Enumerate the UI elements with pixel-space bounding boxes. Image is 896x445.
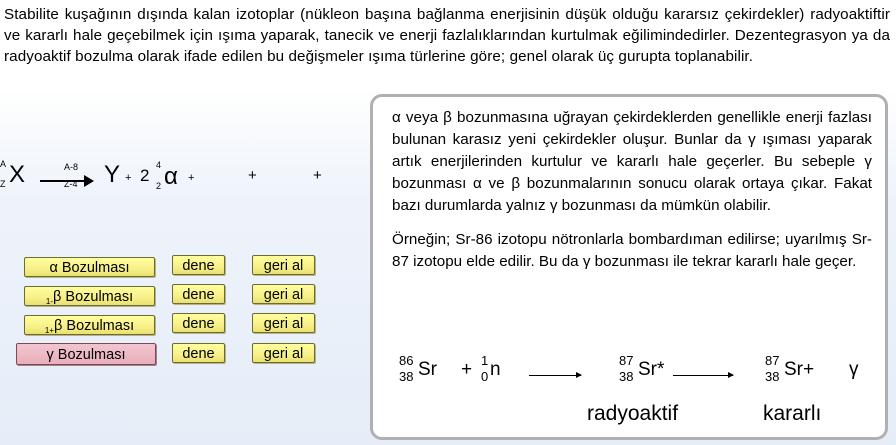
sr87-stable-atomic-number: 38	[765, 369, 780, 384]
beta-minus-label: β Bozulması	[53, 289, 134, 305]
gamma-try-button[interactable]: dene	[172, 343, 225, 363]
daughter-symbol: Y	[104, 161, 121, 188]
beta-plus-decay-button[interactable]	[24, 315, 155, 335]
beta-plus-label: β Bozulması	[54, 318, 135, 334]
gamma-symbol: γ	[849, 359, 859, 380]
intro-paragraph: Stabilite kuşağının dışında kalan izotoplar (nükleon başına bağlanma enerjisinin düşük olduğu kararsız çekirdekler) radyoaktiftir ve kararlı hale geçebilmek için ışıma yaparak, tanecik ve enerji fazlalıklarından kurtulmak eğilimindedirler. Dezentegrasyon ya da radyoaktif bozulma olarak ifade edilen bu değişmeler ışıma türlerine göre; genel olarak üç gurupta toplanabilir.	[4, 6, 890, 65]
reaction-arrow-1	[529, 375, 581, 376]
daughter-atomic-number: Z-4	[64, 179, 78, 189]
sr86-atomic-number: 38	[399, 369, 414, 384]
alpha-mass-number: 4	[156, 160, 162, 170]
sr87-stable-mass-number: 87	[765, 353, 780, 368]
neutron-mass-number: 1	[481, 353, 489, 368]
beta-plus-undo-button[interactable]: geri al	[252, 313, 315, 333]
sr86-mass-number: 86	[399, 353, 414, 368]
panel-paragraph-2: Örneğin; Sr-86 izotopu nötronlarla bombardıman edilirse; uyarılmış Sr-87 izotopu elde edilir. Bu da γ bozunması ile tekrar kararlı hale geçer.	[392, 231, 872, 270]
neutron-symbol: n	[490, 359, 501, 380]
sr87-excited-symbol: Sr*	[638, 359, 665, 380]
gamma-undo-button[interactable]: geri al	[252, 343, 315, 363]
alpha-atomic-number: 2	[156, 181, 162, 191]
neutron-atomic-number: 0	[481, 369, 489, 384]
parent-atomic-number: Z	[0, 179, 6, 189]
reaction-plus: +	[461, 359, 473, 380]
beta-minus-undo-button[interactable]: geri al	[252, 284, 315, 304]
sr87-atomic-number: 38	[619, 369, 634, 384]
panel-text	[392, 107, 872, 285]
plus-sign: +	[248, 167, 257, 184]
beta-plus-prefix: 1+	[44, 326, 55, 335]
panel-paragraph-1: α veya β bozunmasına uğrayan çekirdeklerden genellikle enerji fazlası bulunan karasız yeni çekirdekler oluşur. Bunlar da γ ışıması yaparak artık enerjilerinden kurtulur ve kararlı hale geçerler. Bu sebeple γ bozunması α ve β bozunmalarının sonucu olarak ortaya çıkar. Fakat bazı durumlarda yalnız γ bozunması da mümkün olabilir.	[392, 109, 872, 214]
beta-minus-try-button[interactable]: dene	[172, 284, 225, 304]
alpha-symbol: α	[164, 163, 178, 190]
parent-mass-number: A	[0, 159, 7, 169]
sr86-symbol: Sr	[418, 359, 437, 380]
beta-plus-try-button[interactable]: dene	[172, 313, 225, 333]
plus-sign: +	[125, 172, 132, 184]
stable-label: kararlı	[763, 402, 822, 425]
alpha-decay-button[interactable]: α Bozulması	[24, 257, 155, 277]
alpha-try-button[interactable]: dene	[172, 255, 225, 275]
sr87-mass-number: 87	[619, 353, 634, 368]
sr87-stable-symbol: Sr+	[784, 359, 815, 380]
plus-sign: +	[188, 172, 195, 184]
daughter-mass-number: A-8	[64, 162, 79, 172]
reaction-arrow-2	[673, 375, 733, 376]
parent-symbol: X	[9, 161, 26, 188]
radioactive-label: radyoaktif	[587, 402, 679, 425]
plus-sign: +	[313, 167, 322, 184]
beta-minus-decay-button[interactable]	[24, 286, 155, 306]
gamma-decay-button[interactable]: γ Bozulması	[16, 343, 156, 365]
alpha-undo-button[interactable]: geri al	[252, 255, 315, 275]
gamma-info-panel	[370, 94, 888, 440]
beta-minus-prefix: 1-	[45, 297, 54, 306]
alpha-coefficient: 2	[140, 166, 150, 185]
